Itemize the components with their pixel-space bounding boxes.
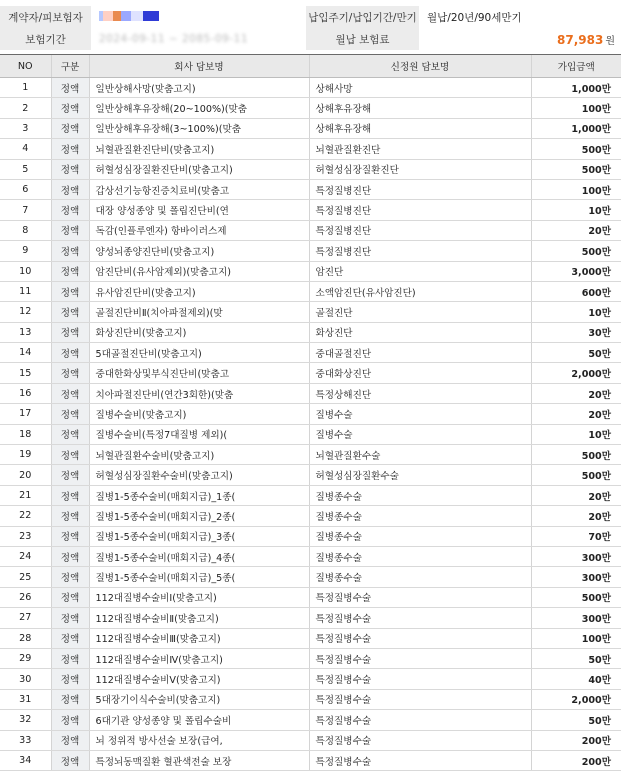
row-company-coverage: 질병수술비(특정7대질병 제외)( <box>89 424 309 444</box>
row-kind: 정액 <box>51 322 89 342</box>
table-row <box>0 322 621 342</box>
table-row <box>0 485 621 505</box>
row-amount: 200만 <box>531 750 621 770</box>
row-kind: 정액 <box>51 302 89 322</box>
row-kind: 정액 <box>51 404 89 424</box>
row-company-coverage: 양성뇌종양진단비(맞춤고지) <box>89 241 309 261</box>
row-no: 25 <box>0 567 51 587</box>
table-row <box>0 750 621 770</box>
table-row <box>0 78 621 98</box>
row-amount: 10만 <box>531 302 621 322</box>
row-company-coverage: 특정뇌동맥질환 혈관색전술 보장 <box>89 750 309 770</box>
row-shinjeongwon-coverage: 특정질병수술 <box>309 648 531 668</box>
row-no: 11 <box>0 281 51 301</box>
row-no: 8 <box>0 220 51 240</box>
table-row <box>0 118 621 138</box>
row-shinjeongwon-coverage: 상해후유장해 <box>309 118 531 138</box>
row-kind: 정액 <box>51 506 89 526</box>
table-row <box>0 546 621 566</box>
row-amount: 70만 <box>531 526 621 546</box>
table-row <box>0 567 621 587</box>
row-no: 27 <box>0 608 51 628</box>
row-shinjeongwon-coverage: 특정상해진단 <box>309 383 531 403</box>
row-amount: 20만 <box>531 485 621 505</box>
row-shinjeongwon-coverage: 질병종수술 <box>309 526 531 546</box>
row-company-coverage: 치아파절진단비(연간3회한)(맞춤 <box>89 383 309 403</box>
table-row <box>0 648 621 668</box>
row-no: 16 <box>0 383 51 403</box>
row-amount: 10만 <box>531 200 621 220</box>
row-amount: 300만 <box>531 608 621 628</box>
row-company-coverage: 질병수술비(맞춤고지) <box>89 404 309 424</box>
row-shinjeongwon-coverage: 뇌혈관질환수술 <box>309 445 531 465</box>
premium-amount: 87,983 <box>557 32 604 47</box>
row-shinjeongwon-coverage: 골절진단 <box>309 302 531 322</box>
row-amount: 500만 <box>531 241 621 261</box>
row-kind: 정액 <box>51 118 89 138</box>
row-amount: 1,000만 <box>531 118 621 138</box>
row-shinjeongwon-coverage: 암진단 <box>309 261 531 281</box>
row-amount: 300만 <box>531 567 621 587</box>
insured-value-redacted <box>91 6 306 28</box>
insured-label: 계약자/피보험자 <box>0 6 91 28</box>
row-amount: 30만 <box>531 322 621 342</box>
row-amount: 500만 <box>531 445 621 465</box>
row-amount: 40만 <box>531 669 621 689</box>
row-amount: 100만 <box>531 98 621 118</box>
contract-info <box>0 6 621 50</box>
row-amount: 500만 <box>531 159 621 179</box>
row-kind: 정액 <box>51 465 89 485</box>
row-company-coverage: 질병1-5종수술비(매회지급)_1종( <box>89 485 309 505</box>
col-header-amount: 가입금액 <box>531 55 621 78</box>
row-shinjeongwon-coverage: 질병종수술 <box>309 567 531 587</box>
row-shinjeongwon-coverage: 특정질병진단 <box>309 179 531 199</box>
row-amount: 1,000만 <box>531 78 621 98</box>
table-row <box>0 730 621 750</box>
row-no: 18 <box>0 424 51 444</box>
table-row <box>0 200 621 220</box>
row-shinjeongwon-coverage: 특정질병수술 <box>309 587 531 607</box>
row-no: 10 <box>0 261 51 281</box>
row-shinjeongwon-coverage: 특정질병수술 <box>309 750 531 770</box>
table-row <box>0 281 621 301</box>
row-no: 17 <box>0 404 51 424</box>
row-company-coverage: 6대기관 양성종양 및 폴립수술비 <box>89 710 309 730</box>
row-no: 33 <box>0 730 51 750</box>
row-no: 28 <box>0 628 51 648</box>
row-kind: 정액 <box>51 445 89 465</box>
row-amount: 100만 <box>531 628 621 648</box>
row-amount: 3,000만 <box>531 261 621 281</box>
row-shinjeongwon-coverage: 상해사망 <box>309 78 531 98</box>
row-kind: 정액 <box>51 526 89 546</box>
info-row-1 <box>0 6 621 28</box>
row-amount: 2,000만 <box>531 689 621 709</box>
row-kind: 정액 <box>51 710 89 730</box>
row-company-coverage: 허혈성심장질환수술비(맞춤고지) <box>89 465 309 485</box>
row-kind: 정액 <box>51 78 89 98</box>
row-company-coverage: 5대장기이식수술비(맞춤고지) <box>89 689 309 709</box>
row-shinjeongwon-coverage: 질병종수술 <box>309 485 531 505</box>
row-no: 12 <box>0 302 51 322</box>
row-kind: 정액 <box>51 363 89 383</box>
row-shinjeongwon-coverage: 화상진단 <box>309 322 531 342</box>
table-row <box>0 220 621 240</box>
row-company-coverage: 화상진단비(맞춤고지) <box>89 322 309 342</box>
row-amount: 50만 <box>531 343 621 363</box>
table-row <box>0 363 621 383</box>
row-shinjeongwon-coverage: 특정질병진단 <box>309 241 531 261</box>
row-no: 30 <box>0 669 51 689</box>
row-shinjeongwon-coverage: 중대화상진단 <box>309 363 531 383</box>
row-shinjeongwon-coverage: 특정질병수술 <box>309 710 531 730</box>
table-row <box>0 179 621 199</box>
row-amount: 20만 <box>531 506 621 526</box>
row-company-coverage: 중대한화상및부식진단비(맞춤고 <box>89 363 309 383</box>
table-row <box>0 343 621 363</box>
table-row <box>0 302 621 322</box>
col-header-shinjeongwon: 신정원 담보명 <box>309 55 531 78</box>
premium-label: 월납 보험료 <box>306 28 419 50</box>
table-row <box>0 139 621 159</box>
row-amount: 20만 <box>531 220 621 240</box>
row-no: 20 <box>0 465 51 485</box>
row-shinjeongwon-coverage: 질병종수술 <box>309 506 531 526</box>
row-shinjeongwon-coverage: 특정질병진단 <box>309 200 531 220</box>
row-company-coverage: 독감(인플루엔자) 항바이러스제 <box>89 220 309 240</box>
row-no: 31 <box>0 689 51 709</box>
row-company-coverage: 일반상해사망(맞춤고지) <box>89 78 309 98</box>
row-shinjeongwon-coverage: 특정질병수술 <box>309 689 531 709</box>
row-kind: 정액 <box>51 98 89 118</box>
row-no: 21 <box>0 485 51 505</box>
row-kind: 정액 <box>51 261 89 281</box>
row-company-coverage: 뇌혈관질환수술비(맞춤고지) <box>89 445 309 465</box>
col-header-kind: 구분 <box>51 55 89 78</box>
row-kind: 정액 <box>51 200 89 220</box>
row-shinjeongwon-coverage: 상해후유장해 <box>309 98 531 118</box>
row-amount: 500만 <box>531 465 621 485</box>
row-no: 23 <box>0 526 51 546</box>
row-kind: 정액 <box>51 179 89 199</box>
row-shinjeongwon-coverage: 특정질병진단 <box>309 220 531 240</box>
table-row <box>0 383 621 403</box>
table-row <box>0 506 621 526</box>
table-row <box>0 241 621 261</box>
row-kind: 정액 <box>51 139 89 159</box>
row-company-coverage: 112대질병수술비Ⅴ(맞춤고지) <box>89 669 309 689</box>
col-header-company: 회사 담보명 <box>89 55 309 78</box>
row-company-coverage: 112대질병수술비Ⅲ(맞춤고지) <box>89 628 309 648</box>
row-kind: 정액 <box>51 628 89 648</box>
row-amount: 600만 <box>531 281 621 301</box>
row-company-coverage: 일반상해후유장해(20~100%)(맞춤 <box>89 98 309 118</box>
row-amount: 500만 <box>531 587 621 607</box>
row-kind: 정액 <box>51 587 89 607</box>
table-row <box>0 710 621 730</box>
table-row <box>0 689 621 709</box>
row-kind: 정액 <box>51 608 89 628</box>
row-kind: 정액 <box>51 281 89 301</box>
row-company-coverage: 허혈성심장질환진단비(맞춤고지) <box>89 159 309 179</box>
table-row <box>0 261 621 281</box>
row-shinjeongwon-coverage: 질병수술 <box>309 424 531 444</box>
period-value <box>91 28 306 50</box>
row-kind: 정액 <box>51 750 89 770</box>
table-row <box>0 424 621 444</box>
row-company-coverage: 갑상선기능항진증치료비(맞춤고 <box>89 179 309 199</box>
row-shinjeongwon-coverage: 특정질병수술 <box>309 608 531 628</box>
row-company-coverage: 5대골절진단비(맞춤고지) <box>89 343 309 363</box>
row-amount: 200만 <box>531 730 621 750</box>
row-amount: 10만 <box>531 424 621 444</box>
row-company-coverage: 112대질병수술비Ⅰ(맞춤고지) <box>89 587 309 607</box>
row-company-coverage: 일반상해후유장해(3~100%)(맞춤 <box>89 118 309 138</box>
row-kind: 정액 <box>51 546 89 566</box>
row-company-coverage: 뇌혈관질환진단비(맞춤고지) <box>89 139 309 159</box>
row-kind: 정액 <box>51 485 89 505</box>
row-shinjeongwon-coverage: 질병수술 <box>309 404 531 424</box>
coverage-table <box>0 54 621 771</box>
row-amount: 300만 <box>531 546 621 566</box>
row-amount: 20만 <box>531 404 621 424</box>
table-row <box>0 404 621 424</box>
table-row <box>0 465 621 485</box>
row-no: 1 <box>0 78 51 98</box>
table-row <box>0 98 621 118</box>
table-row <box>0 587 621 607</box>
table-row <box>0 159 621 179</box>
row-no: 19 <box>0 445 51 465</box>
table-row <box>0 445 621 465</box>
row-company-coverage: 대장 양성종양 및 폴립진단비(연 <box>89 200 309 220</box>
row-company-coverage: 질병1-5종수술비(매회지급)_2종( <box>89 506 309 526</box>
row-no: 3 <box>0 118 51 138</box>
row-amount: 2,000만 <box>531 363 621 383</box>
premium-value <box>419 28 621 50</box>
row-kind: 정액 <box>51 567 89 587</box>
row-kind: 정액 <box>51 220 89 240</box>
table-row <box>0 628 621 648</box>
row-no: 5 <box>0 159 51 179</box>
row-kind: 정액 <box>51 343 89 363</box>
row-shinjeongwon-coverage: 뇌혈관질환진단 <box>309 139 531 159</box>
row-kind: 정액 <box>51 159 89 179</box>
row-shinjeongwon-coverage: 특정질병수술 <box>309 628 531 648</box>
row-shinjeongwon-coverage: 중대골절진단 <box>309 343 531 363</box>
row-no: 32 <box>0 710 51 730</box>
row-shinjeongwon-coverage: 특정질병수술 <box>309 669 531 689</box>
table-header-row <box>0 55 621 78</box>
payment-value: 월납/20년/90세만기 <box>419 6 621 28</box>
row-no: 4 <box>0 139 51 159</box>
row-no: 15 <box>0 363 51 383</box>
row-no: 29 <box>0 648 51 668</box>
row-shinjeongwon-coverage: 특정질병수술 <box>309 730 531 750</box>
row-shinjeongwon-coverage: 소액암진단(유사암진단) <box>309 281 531 301</box>
row-no: 13 <box>0 322 51 342</box>
table-row <box>0 608 621 628</box>
row-amount: 50만 <box>531 648 621 668</box>
period-label: 보험기간 <box>0 28 91 50</box>
row-shinjeongwon-coverage: 질병종수술 <box>309 546 531 566</box>
row-kind: 정액 <box>51 730 89 750</box>
row-no: 22 <box>0 506 51 526</box>
table-row <box>0 526 621 546</box>
row-kind: 정액 <box>51 689 89 709</box>
row-amount: 20만 <box>531 383 621 403</box>
row-company-coverage: 골절진단비Ⅱ(치아파절제외)(맞 <box>89 302 309 322</box>
table-row <box>0 669 621 689</box>
row-kind: 정액 <box>51 669 89 689</box>
row-company-coverage: 112대질병수술비Ⅳ(맞춤고지) <box>89 648 309 668</box>
row-company-coverage: 112대질병수술비Ⅱ(맞춤고지) <box>89 608 309 628</box>
row-company-coverage: 질병1-5종수술비(매회지급)_3종( <box>89 526 309 546</box>
row-company-coverage: 질병1-5종수술비(매회지급)_5종( <box>89 567 309 587</box>
row-no: 14 <box>0 343 51 363</box>
row-no: 26 <box>0 587 51 607</box>
row-shinjeongwon-coverage: 허혈성심장질환진단 <box>309 159 531 179</box>
row-kind: 정액 <box>51 424 89 444</box>
row-amount: 100만 <box>531 179 621 199</box>
row-kind: 정액 <box>51 648 89 668</box>
row-kind: 정액 <box>51 383 89 403</box>
payment-label: 납입주기/납입기간/만기 <box>306 6 419 28</box>
info-row-2 <box>0 28 621 50</box>
premium-unit: 원 <box>605 35 615 47</box>
row-no: 24 <box>0 546 51 566</box>
row-no: 9 <box>0 241 51 261</box>
row-no: 34 <box>0 750 51 770</box>
row-amount: 50만 <box>531 710 621 730</box>
row-company-coverage: 뇌 정위적 방사선술 보장(급여, <box>89 730 309 750</box>
row-no: 6 <box>0 179 51 199</box>
row-amount: 500만 <box>531 139 621 159</box>
col-header-no: NO <box>0 55 51 78</box>
period-value-text: 2024-09-11 ~ 2085-09-11 <box>99 33 249 45</box>
row-no: 2 <box>0 98 51 118</box>
row-kind: 정액 <box>51 241 89 261</box>
row-company-coverage: 질병1-5종수술비(매회지급)_4종( <box>89 546 309 566</box>
row-company-coverage: 암진단비(유사암제외)(맞춤고지) <box>89 261 309 281</box>
table-body <box>0 78 621 771</box>
row-shinjeongwon-coverage: 허혈성심장질환수술 <box>309 465 531 485</box>
redaction-mark <box>99 11 159 24</box>
row-company-coverage: 유사암진단비(맞춤고지) <box>89 281 309 301</box>
row-no: 7 <box>0 200 51 220</box>
